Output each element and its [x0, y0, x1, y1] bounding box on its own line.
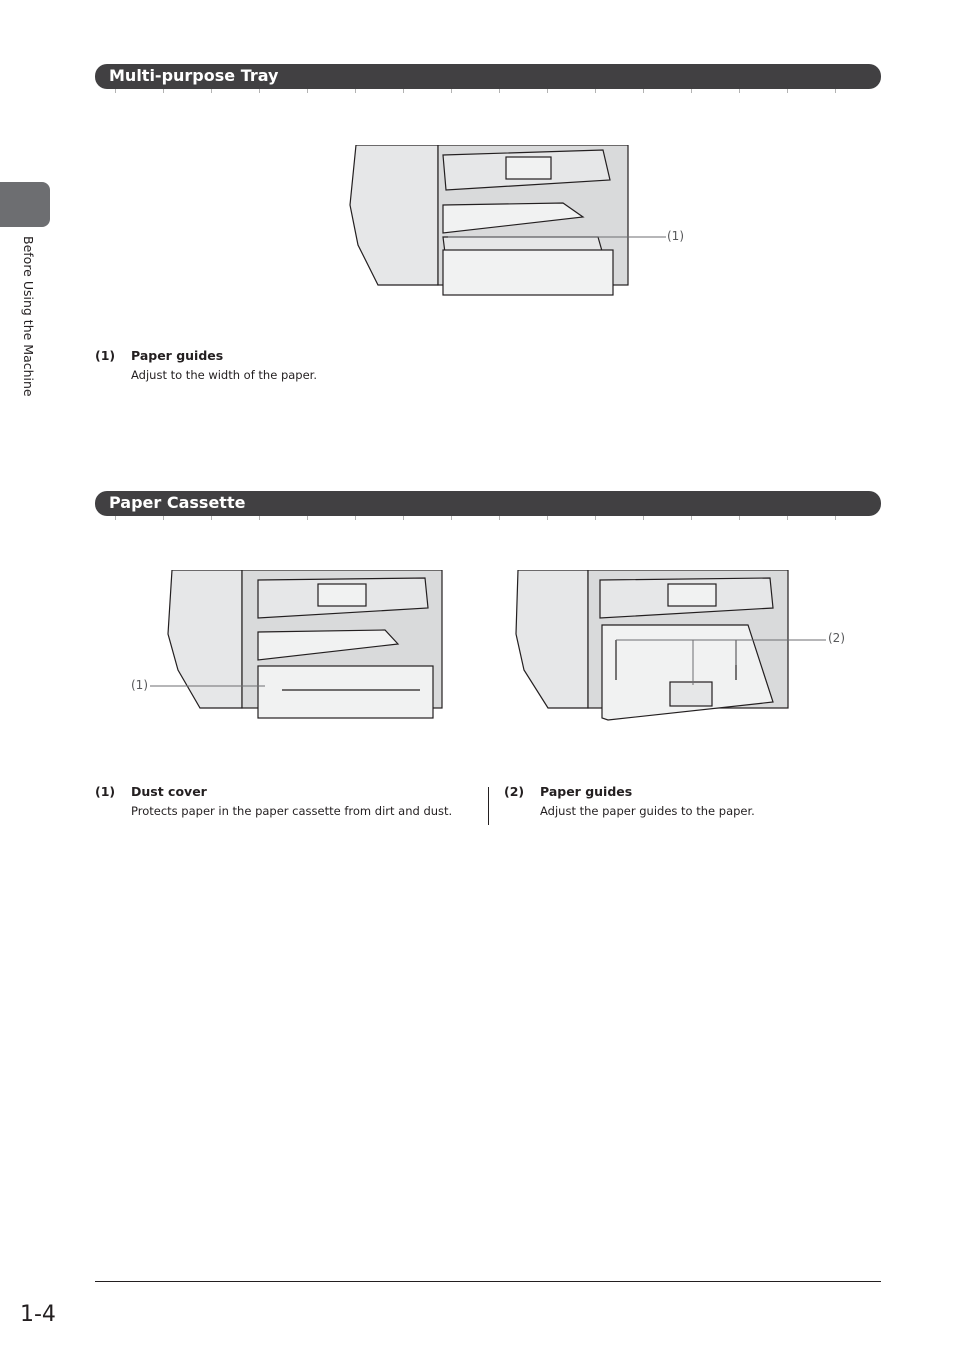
chapter-tab: [0, 182, 50, 227]
footer-rule: [95, 1281, 881, 1282]
callout-1: (1): [667, 229, 684, 243]
callout-1: (1): [131, 678, 148, 692]
callout-2: (2): [828, 631, 845, 645]
item-number: (2): [504, 784, 525, 799]
item-description: Adjust to the width of the paper.: [131, 368, 318, 382]
column-divider: [488, 787, 489, 825]
page-number: 1-4: [20, 1302, 56, 1327]
multipurpose-tray-illustration: [348, 145, 693, 300]
item-number: (1): [95, 784, 116, 799]
item-name: Paper guides: [131, 348, 224, 363]
item-description: Adjust the paper guides to the paper.: [540, 804, 755, 818]
section-header-multipurpose-tray: [95, 64, 881, 89]
section-ticks: [115, 89, 861, 93]
list-item: [504, 784, 874, 824]
section-title: Multi-purpose Tray: [109, 66, 279, 85]
list-item: [95, 348, 495, 388]
paper-cassette-open-illustration: [508, 570, 853, 725]
section-ticks: [115, 516, 861, 520]
section-title: Paper Cassette: [109, 493, 246, 512]
chapter-tab-label: Before Using the Machine: [21, 236, 36, 397]
item-name: Dust cover: [131, 784, 207, 799]
item-description: Protects paper in the paper cassette from dirt and dust.: [131, 804, 453, 818]
paper-cassette-closed-illustration: [150, 570, 450, 722]
section-header-paper-cassette: [95, 491, 881, 516]
item-number: (1): [95, 348, 116, 363]
list-item: [95, 784, 475, 824]
item-name: Paper guides: [540, 784, 633, 799]
